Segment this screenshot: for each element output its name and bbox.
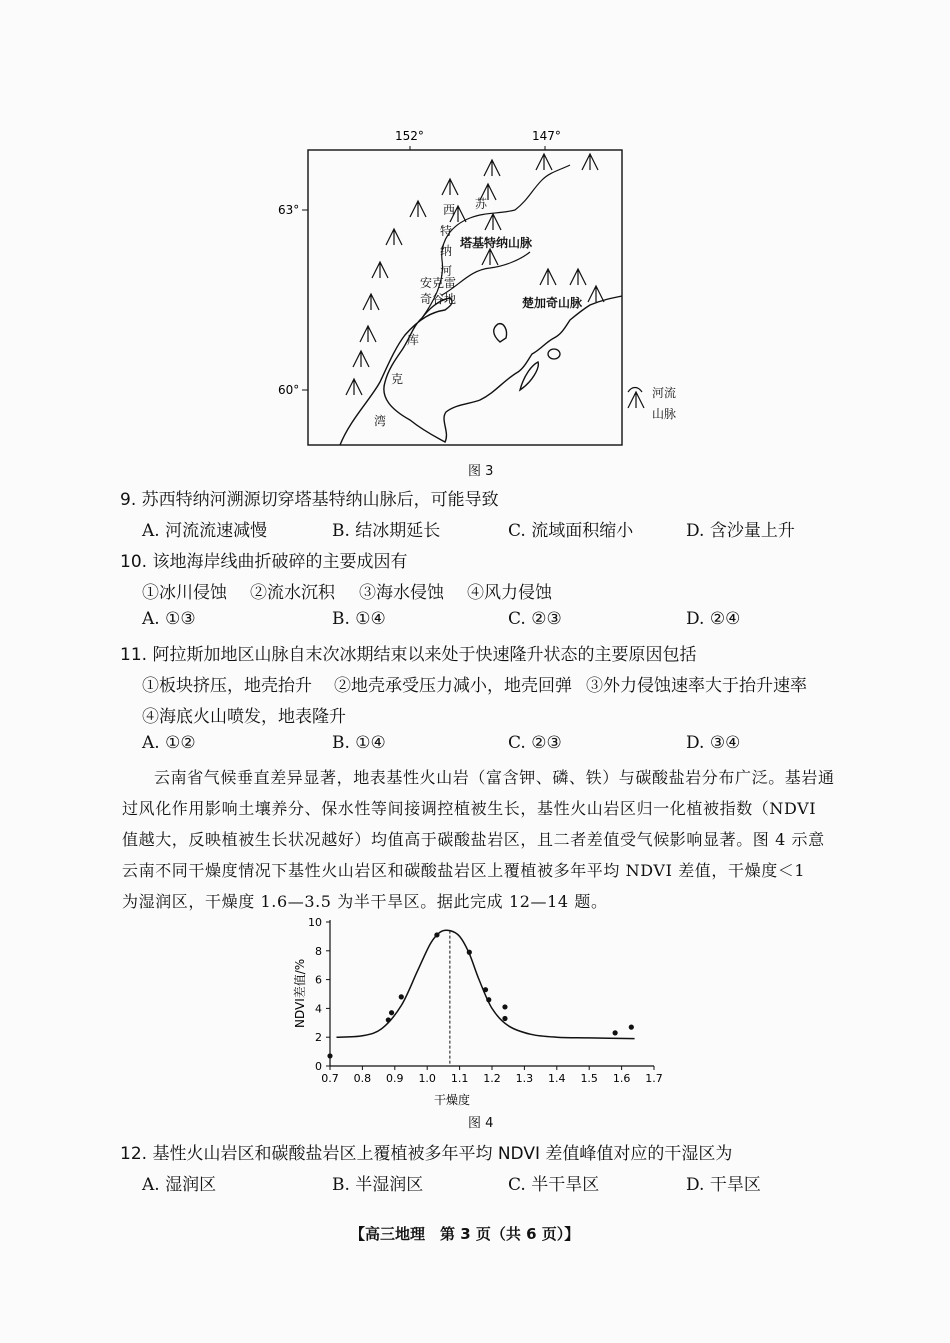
- fit-curve: [336, 930, 634, 1038]
- q10-option-b[interactable]: B. ①④: [332, 609, 386, 629]
- q10-item-4: ④风力侵蚀: [467, 583, 552, 603]
- data-point-10: [613, 1030, 618, 1035]
- q11-item-1: ①板块挤压，地壳抬升: [142, 676, 312, 696]
- y-tick-label-0: 0: [315, 1060, 322, 1073]
- tazhi-mountains-label: 塔基特纳山脉: [460, 236, 533, 250]
- y-axis-label: NDVI差值/%: [293, 958, 307, 1028]
- q10-item-3: ③海水侵蚀: [359, 583, 444, 603]
- q12-option-a[interactable]: A. 湿润区: [142, 1175, 217, 1195]
- q10-item-1: ①冰川侵蚀: [142, 583, 227, 603]
- data-point-4: [434, 932, 439, 937]
- river-name-char-2: 特: [440, 224, 453, 238]
- lon-label-152: 152°: [395, 129, 424, 143]
- q11-item-3: ③外力侵蚀速率大于抬升速率: [586, 676, 807, 696]
- anchorage-basin-line-2: 奇谷地: [420, 292, 457, 306]
- x-tick-label-0: 0.7: [321, 1072, 339, 1085]
- q10-option-a[interactable]: A. ①③: [142, 609, 196, 629]
- figure-4-caption: 图 4: [468, 1116, 494, 1131]
- q11-option-a[interactable]: A. ①②: [142, 733, 196, 753]
- question-12-stem: 12. 基性火山岩区和碳酸盐岩区上覆植被多年平均 NDVI 差值峰值对应的干湿区为: [120, 1144, 733, 1164]
- lat-label-60: 60°: [278, 383, 300, 397]
- figure-3-caption: 图 3: [468, 464, 494, 479]
- data-point-6: [483, 987, 488, 992]
- q10-option-c[interactable]: C. ②③: [508, 609, 562, 629]
- river-name-su: 苏: [475, 197, 488, 211]
- question-9-stem: 9. 苏西特纳河溯源切穿塔基特纳山脉后，可能导致: [120, 490, 499, 510]
- data-point-1: [386, 1017, 391, 1022]
- q11-option-d[interactable]: D. ③④: [686, 733, 741, 753]
- chugach-mountains-label: 楚加奇山脉: [522, 296, 583, 310]
- x-tick-label-5: 1.2: [483, 1072, 501, 1085]
- x-tick-label-10: 1.7: [645, 1072, 663, 1085]
- passage-line-5: 为湿润区，干燥度 1.6—3.5 为半干旱区。据此完成 12—14 题。: [122, 892, 608, 911]
- passage-line-2: 过风化作用影响土壤养分、保水性等间接调控植被生长，基性火山岩区归一化植被指数（NDVI: [122, 799, 817, 818]
- data-point-8: [502, 1004, 507, 1009]
- q9-option-b[interactable]: B. 结冰期延长: [332, 521, 441, 541]
- q11-option-b[interactable]: B. ①④: [332, 733, 386, 753]
- q12-option-b[interactable]: B. 半湿润区: [332, 1175, 424, 1195]
- x-tick-label-7: 1.4: [548, 1072, 566, 1085]
- legend-mountain-label: 山脉: [652, 407, 677, 421]
- river-name-char-4: 河: [440, 264, 453, 278]
- figure-4-chart: [280, 910, 680, 1110]
- river-name-char-3: 纳: [440, 244, 453, 258]
- x-tick-label-3: 1.0: [418, 1072, 436, 1085]
- mountain-symbols: [346, 154, 644, 408]
- q12-option-d[interactable]: D. 干旱区: [686, 1175, 761, 1195]
- data-point-11: [629, 1025, 634, 1030]
- cook-inlet-char-3: 湾: [374, 414, 387, 428]
- passage-line-1: 云南省气候垂直差异显著，地表基性火山岩（富含钾、磷、铁）与碳酸盐岩分布广泛。基岩通: [154, 768, 835, 787]
- q9-option-c[interactable]: C. 流域面积缩小: [508, 521, 634, 541]
- q10-item-2: ②流水沉积: [250, 583, 335, 603]
- legend-river-symbol: [628, 388, 642, 393]
- data-point-2: [389, 1010, 394, 1015]
- x-tick-label-2: 0.9: [386, 1072, 404, 1085]
- q12-option-c[interactable]: C. 半干旱区: [508, 1175, 600, 1195]
- lat-label-63: 63°: [278, 203, 300, 217]
- y-tick-label-5: 10: [308, 916, 322, 929]
- x-tick-label-1: 0.8: [353, 1072, 372, 1085]
- data-point-3: [399, 994, 404, 999]
- question-11-stem: 11. 阿拉斯加地区山脉自末次冰期结束以来处于快速隆升状态的主要原因包括: [120, 645, 697, 665]
- q9-option-a[interactable]: A. 河流流速减慢: [142, 521, 268, 541]
- q9-option-d[interactable]: D. 含沙量上升: [686, 521, 795, 541]
- q11-option-c[interactable]: C. ②③: [508, 733, 562, 753]
- y-tick-label-1: 2: [315, 1031, 322, 1045]
- river-name-char-1: 西: [443, 203, 456, 217]
- data-point-0: [327, 1053, 332, 1058]
- anchorage-basin-line-1: 安克雷: [420, 276, 457, 290]
- q10-option-d[interactable]: D. ②④: [686, 609, 741, 629]
- y-tick-label-2: 4: [315, 1002, 322, 1016]
- x-axis-label: 干燥度: [434, 1093, 471, 1107]
- x-tick-label-4: 1.1: [450, 1072, 469, 1085]
- passage: [122, 762, 842, 917]
- data-point-5: [467, 950, 472, 955]
- passage-line-3: 值越大，反映植被生长状况越好）均值高于碳酸盐岩区，且二者差值受气候影响显著。图 4 示意: [122, 830, 825, 849]
- data-point-9: [502, 1016, 507, 1021]
- page-footer: 【高三地理 第 3 页（共 6 页）】: [350, 1225, 580, 1243]
- x-tick-label-8: 1.5: [580, 1072, 598, 1085]
- cook-inlet-char-1: 库: [407, 333, 420, 347]
- data-point-7: [486, 997, 491, 1002]
- q11-item-4: ④海底火山喷发，地表隆升: [142, 707, 346, 727]
- passage-line-4: 云南不同干燥度情况下基性火山岩区和碳酸盐岩区上覆植被多年平均 NDVI 差值，干燥度＜1: [122, 861, 806, 880]
- figure-3-map: [270, 120, 700, 465]
- x-tick-label-9: 1.6: [612, 1072, 631, 1085]
- question-10-stem: 10. 该地海岸线曲折破碎的主要成因有: [120, 552, 408, 572]
- x-tick-label-6: 1.3: [515, 1072, 534, 1085]
- cook-inlet-char-2: 克: [391, 372, 404, 386]
- y-tick-label-3: 6: [315, 973, 322, 987]
- y-tick-label-4: 8: [315, 944, 322, 958]
- legend-river-label: 河流: [652, 386, 677, 400]
- lon-label-147: 147°: [532, 129, 561, 143]
- q11-item-2: ②地壳承受压力减小，地壳回弹: [334, 676, 572, 696]
